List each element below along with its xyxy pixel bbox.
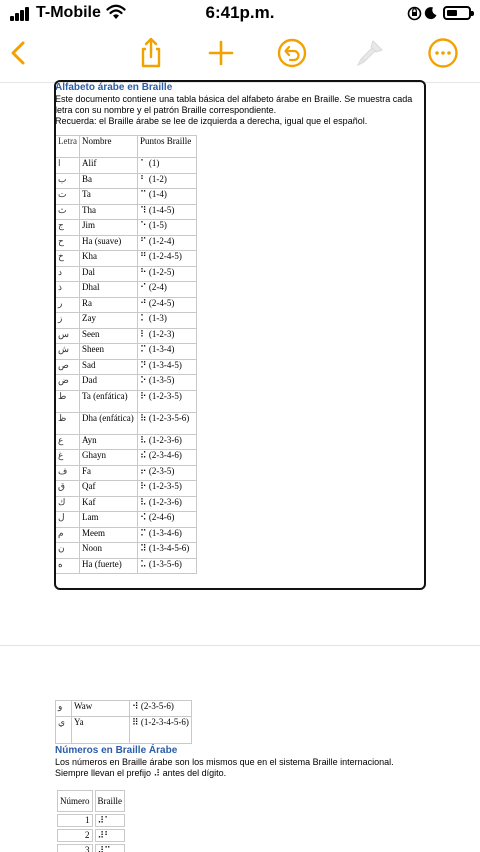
letter-cell: ف [56,465,80,481]
dots-cell: ⠃ (1-2) [137,173,196,189]
letter-cell: ر [56,297,80,313]
name-cell: Ra [79,297,137,313]
numbers-header-braille: Braille [95,790,126,812]
table-row [56,235,197,251]
table-row [56,527,197,543]
dots-cell: ⠧ (1-2-3-6) [137,434,196,450]
table-row [56,375,197,391]
name-cell: Meem [79,527,137,543]
header-letter: Letra [56,136,80,158]
letter-cell: ظ [56,412,80,434]
letter-cell: د [56,266,80,282]
name-cell: Alif [79,158,137,174]
dots-cell: ⠥ (1-3-5-6) [137,558,196,574]
name-cell: Dad [79,375,137,391]
table-row [56,450,197,466]
number-cell: 1 [57,814,93,827]
name-cell: Ghayn [79,450,137,466]
braille-alphabet-table [55,135,197,574]
letter-cell: ق [56,481,80,497]
letter-cell: ت [56,189,80,205]
name-cell: Ha (suave) [79,235,137,251]
header-name: Nombre [79,136,137,158]
share-button[interactable] [134,36,168,70]
name-cell: Ha (fuerte) [79,558,137,574]
document-page-2[interactable] [55,700,425,852]
name-cell: Lam [79,512,137,528]
table-row [56,512,197,528]
name-cell: Ta [79,189,137,205]
name-cell: Sad [79,359,137,375]
back-button[interactable] [2,36,36,70]
letter-cell: س [56,328,80,344]
table-row [56,282,197,298]
table-row [56,313,197,329]
header-dots: Puntos Braille [137,136,196,158]
dots-cell: ⠑ (1-5) [137,220,196,236]
braille-numbers-table [55,788,127,852]
document-title: Alfabeto árabe en Braille [55,82,173,93]
table-row [57,829,125,842]
document-note: Recuerda: el Braille árabe se lee de izquierda a derecha, igual que el español. [55,116,368,126]
dots-cell: ⠁ (1) [137,158,196,174]
letter-cell: ب [56,173,80,189]
name-cell: Jim [79,220,137,236]
table-row [56,434,197,450]
name-cell: Dhal [79,282,137,298]
letter-cell: و [56,701,72,717]
name-cell: Kha [79,251,137,267]
table-row [56,481,197,497]
dots-cell: ⠍ (1-3-4) [137,344,196,360]
dots-cell: ⠝ (1-3-4-5) [137,359,196,375]
name-cell: Dha (enfática) [79,412,137,434]
dots-cell: ⠉ (1-4) [137,189,196,205]
letter-cell: ك [56,496,80,512]
table-row [56,220,197,236]
letter-cell: ح [56,235,80,251]
dots-cell: ⠅ (1-3) [137,313,196,329]
numbers-title: Números en Braille Árabe [55,744,178,756]
name-cell: Noon [79,543,137,559]
name-cell: Fa [79,465,137,481]
undo-button[interactable] [275,36,309,70]
table-row [56,701,192,717]
braille-cell: ⠼⠉ [95,844,126,852]
dots-cell: ⠖ (2-3-5) [137,465,196,481]
letter-cell: ا [56,158,80,174]
letter-cell: ث [56,204,80,220]
dots-cell: ⠪ (2-4-6) [137,512,196,528]
table-row [56,390,197,412]
table-row [56,543,197,559]
letter-cell: ذ [56,282,80,298]
status-bar [0,0,480,28]
table-row [56,297,197,313]
table-row [56,158,197,174]
numbers-header-number: Número [57,790,93,812]
table-row [56,251,197,267]
dots-cell: ⠛ (1-2-4-5) [137,251,196,267]
add-button[interactable] [204,36,238,70]
name-cell: Ya [72,716,130,743]
name-cell: Seen [79,328,137,344]
letter-cell: خ [56,251,80,267]
undo-icon [275,36,309,70]
dots-cell: ⠽ (1-3-4-5-6) [137,543,196,559]
name-cell: Ayn [79,434,137,450]
table-row [56,558,197,574]
numbers-header-row [57,790,125,812]
table-row [56,328,197,344]
letter-cell: ج [56,220,80,236]
clock: 6:41p.m. [205,3,275,22]
table-header-row [56,136,197,158]
table-row [57,814,125,827]
letter-cell: ش [56,344,80,360]
number-cell: 2 [57,829,93,842]
dots-cell: ⠊ (2-4) [137,282,196,298]
numbers-text: Los números en Braille árabe son los mismos que en el sistema Braille internacional. Siempre llevan el prefijo ⠼ antes del dígito. [55,756,394,778]
table-row [56,204,197,220]
moon-icon [424,6,438,25]
letter-cell: ل [56,512,80,528]
number-cell: 3 [57,844,93,852]
table-row [56,465,197,481]
dots-cell: ⠷ (1-2-3-5-6) [137,412,196,434]
dots-cell: ⠍ (1-3-4-6) [137,527,196,543]
dots-cell: ⠗ (1-2-3-5) [137,390,196,412]
name-cell: Kaf [79,496,137,512]
letter-cell: ص [56,359,80,375]
dots-cell: ⠮ (2-3-4-6) [137,450,196,466]
name-cell: Waw [72,701,130,717]
braille-cell: ⠼⠃ [95,829,126,842]
name-cell: Zay [79,313,137,329]
dots-cell: ⠇ (1-2-3) [137,328,196,344]
add-icon [204,36,238,70]
share-icon [134,36,168,70]
table-row [56,412,197,434]
letter-cell: ي [56,716,72,743]
name-cell: Tha [79,204,137,220]
letter-cell: ض [56,375,80,391]
more-icon [426,36,460,70]
table-row [56,344,197,360]
name-cell: Sheen [79,344,137,360]
letter-cell: غ [56,450,80,466]
letter-cell: م [56,527,80,543]
dots-cell: ⠺ (2-3-5-6) [130,701,192,717]
page-separator [0,645,480,646]
dots-cell: ⠓ (1-2-5) [137,266,196,282]
document-page-1[interactable] [55,82,425,574]
brush-button[interactable] [353,36,387,70]
table-row [57,844,125,852]
name-cell: Qaf [79,481,137,497]
table-row [56,189,197,205]
letter-cell: ز [56,313,80,329]
letter-cell: ه [56,558,80,574]
table-row [56,266,197,282]
braille-alphabet-table-continued [55,700,192,744]
table-row [56,496,197,512]
dots-cell: ⠗ (1-2-3-5) [137,481,196,497]
name-cell: Dal [79,266,137,282]
name-cell: Ta (enfática) [79,390,137,412]
letter-cell: ن [56,543,80,559]
battery-icon [443,6,471,20]
dots-cell: ⠹ (1-4-5) [137,204,196,220]
dots-cell: ⠚ (2-4-5) [137,297,196,313]
carrier-label: T-Mobile [36,4,101,21]
letter-cell: ط [56,390,80,412]
braille-cell: ⠼⠁ [95,814,126,827]
letter-cell: ع [56,434,80,450]
table-row [56,716,192,743]
dots-cell: ⠿ (1-2-3-4-5-6) [130,716,192,743]
name-cell: Ba [79,173,137,189]
dots-cell: ⠕ (1-3-5) [137,375,196,391]
dots-cell: ⠧ (1-2-3-6) [137,496,196,512]
document-intro: Este documento contiene una tabla básica del alfabeto árabe en Braille. Se muestra cada letra con su nombre y el patrón Braille correspondiente. [55,94,413,115]
table-row [56,359,197,375]
dots-cell: ⠋ (1-2-4) [137,235,196,251]
back-icon [2,36,36,70]
brush-icon [353,36,387,70]
more-button[interactable] [426,36,460,70]
rotation-lock-icon [407,6,422,26]
table-row [56,173,197,189]
